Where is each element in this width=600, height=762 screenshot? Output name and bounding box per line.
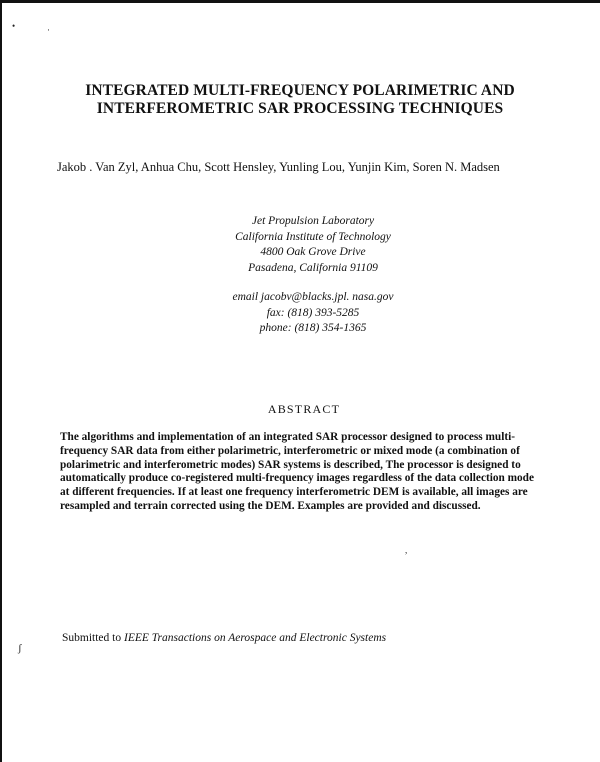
contact-email: email jacobv@blacks.jpl. nasa.gov xyxy=(232,291,394,303)
contact-fax: fax: (818) 393-5285 xyxy=(266,306,360,319)
affiliation-lab: Jet Propulsion Laboratory xyxy=(251,215,375,227)
title-line-2: INTERFEROMETRIC SAR PROCESSING TECHNIQUES xyxy=(96,100,504,117)
paper-title xyxy=(0,82,600,118)
affiliation-block xyxy=(0,214,600,337)
scan-artifact-dot: • xyxy=(12,21,16,31)
affiliation-street: 4800 Oak Grove Drive xyxy=(260,246,366,258)
submission-venue: IEEE Transactions on Aerospace and Electronic Systems xyxy=(123,632,387,644)
author-list: Jakob . Van Zyl, Anhua Chu, Scott Hensley, Yunling Lou, Yunjin Kim, Soren N. Madsen xyxy=(57,160,500,174)
submission-note xyxy=(62,632,542,644)
scan-artifact-mark: ʃ xyxy=(18,642,22,654)
scan-artifact-mark: · xyxy=(47,25,50,35)
affiliation-city: Pasadena, California 91109 xyxy=(248,261,378,274)
affiliation-spacer xyxy=(26,276,600,290)
page-top-border xyxy=(0,0,600,3)
abstract-heading: ABSTRACT xyxy=(267,402,341,416)
scan-artifact-mark: , xyxy=(405,545,408,555)
contact-phone: phone: (818) 354-1365 xyxy=(259,322,367,334)
abstract-body: The algorithms and implementation of an integrated SAR processor designed to process multi-frequency SAR data from either polarimetric, interferometric or mixed mode (a combination of polarimetric and interferometric modes) SAR systems is described, The processor is designed to automatically produce co-registered multi-frequency images regardless of the data collection mode at different frequencies. If at least one frequency interferometric DEM is available, all images are resampled and terrain corrected using the DEM. Examples are provided and discussed. xyxy=(60,431,534,512)
title-line-1: INTEGRATED MULTI-FREQUENCY POLARIMETRIC AND xyxy=(85,82,515,99)
affiliation-institute: California Institute of Technology xyxy=(235,230,391,243)
submission-prefix: Submitted to xyxy=(62,632,122,644)
